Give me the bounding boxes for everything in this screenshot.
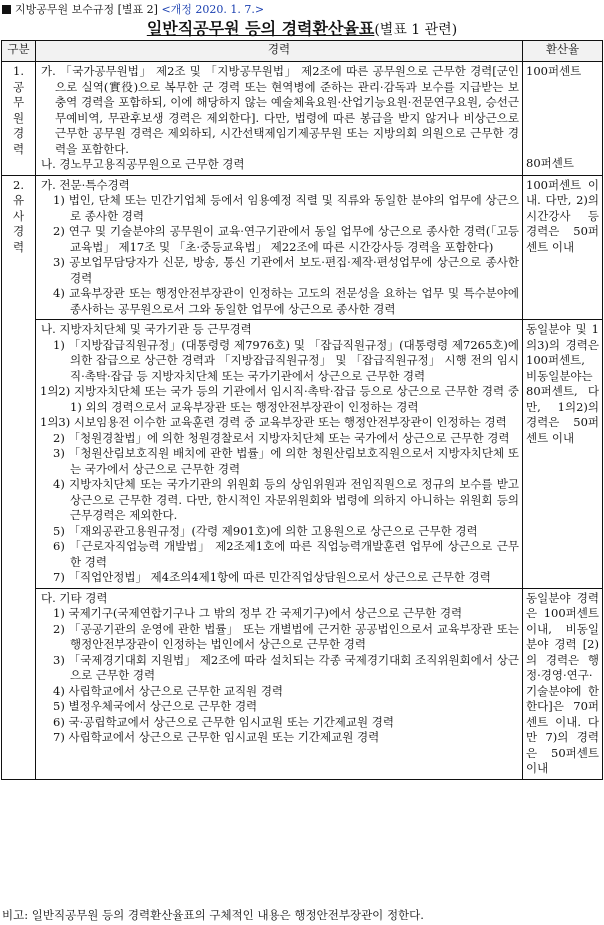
- group-b-item: 1의3) 시보임용전 이수한 교육훈련 경력 중 교육부장관 또는 행정안전부장관이 인정하는 경력: [40, 415, 507, 429]
- group-b-item: 7) 「직업안정법」 제4조의4제1항에 따른 민간직업상담원으로서 상근으로 근무한 경력: [53, 570, 491, 584]
- section-1-item-a: 가. 「국가공무원법」 제2조 및 「지방공무원법」 제2조에 따른 공무원으로 근무한 경력[군인으로 실역(實役)으로 복무한 군 경력 또는 현역병에 준하는 관리·감독과 보수를 지급받는 보충역 경력을 포함하되, 이에 해당하지 않는 예술체육요원·산업기능요원·전문연구요원, 승선근무예비역, 무관후보생 경력은 제외한다]. 다만, 법령에 따른 봉급을 받지 않거나 비상근으로 근무한 공무원 경력은 제외하되, 시간선택제임기제공무원 또는 지방의회 의원으로 근무한 경력을 포함한다.: [41, 64, 519, 156]
- section-1-rate-b: 80퍼센트: [526, 156, 574, 170]
- section-1-item-b: 나. 경노무고용직공무원으로 근무한 경력: [41, 157, 245, 171]
- section-1-rate-cell: [523, 62, 603, 176]
- group-c-item: 3) 「국제경기대회 지원법」 제2조에 따라 설치되는 각종 국제경기대회 조직위원회에서 상근으로 근무한 경력: [53, 652, 519, 682]
- section-2-name: 유사경력: [12, 193, 25, 254]
- group-a-item: 1) 법인, 단체 또는 민간기업체 등에서 임용예정 직렬 및 직류와 동일한 분야의 업무에 상근으로 종사한 경력: [53, 193, 519, 223]
- group-c-item: 2) 「공공기관의 운영에 관한 법률」 또는 개별법에 근거한 공공법인으로서 교육부장관 또는 행정안전부장관이 인정하는 법인에서 상근으로 근무한 경력: [53, 621, 519, 651]
- group-b-item: 3) 「청원산림보호직원 배치에 관한 법률」에 의한 청원산림보호직원으로서 지방자치단체 또는 국가에서 상근으로 근무한 경력: [53, 446, 519, 476]
- group-c-content: [36, 588, 523, 779]
- col-rate: 환산율: [523, 41, 603, 62]
- group-a-item: 4) 교육부장관 또는 행정안전부장관이 인정하는 고도의 전문성을 요하는 업무 및 특수분야에 종사하는 공무원으로서 그와 동일한 업무에 상근으로 종사한 경력: [53, 286, 519, 316]
- group-b-item: 5) 「재외공관고용원규정」(각령 제901호)에 의한 고용원으로 상근으로 근무한 경력: [53, 523, 478, 538]
- col-category: 구분: [2, 41, 36, 62]
- section-2b-row: [2, 320, 603, 589]
- col-career: 경력: [36, 41, 523, 62]
- group-a-item: 2) 연구 및 기술분야의 공무원이 교육·연구기관에서 동일 업무에 상근으로 종사한 경력(「고등교육법」 제17조 및 「초·중등교육법」 제22조에 따른 시간강사등 경력을 포함한다): [53, 224, 519, 254]
- section-1-label-cell: [2, 62, 36, 176]
- group-b-item: 4) 지방자치단체 또는 국가기관의 위원회 등의 상임위원과 전임직원으로 정규의 보수를 받고 상근으로 근무한 경력. 다만, 한시적인 자문위원회와 법령에 의하지 아니하는 위원회 등의 근무경력은 제외한다.: [53, 477, 519, 522]
- square-bullet-icon: [2, 5, 11, 14]
- group-b-content: [36, 320, 523, 589]
- section-2-number: 2.: [13, 177, 24, 192]
- group-a-item: 3) 공보업무담당자가 신문, 방송, 통신 기관에서 보도·편집·제작·편성업무에 상근으로 종사한 경력: [53, 255, 519, 285]
- table-header-row: [2, 41, 603, 62]
- group-b-rate: 동일분야 및 1의3)의 경력은 100퍼센트, 비동일분야는 80퍼센트, 다만, 1의2)의 경력은 50퍼센트 이내: [523, 320, 603, 589]
- group-b-item: 2) 「청원경찰법」에 의한 청원경찰로서 지방자치단체 또는 국가에서 상근으로 근무한 경력: [53, 430, 510, 445]
- group-c-item: 6) 국·공립학교에서 상근으로 근무한 임시교원 또는 기간제교원 경력: [53, 714, 394, 729]
- title-sub: (별표 1 관련): [374, 22, 458, 38]
- title-main: 일반직공무원 등의 경력환산율표: [146, 19, 375, 38]
- header-prefix: 지방공무원 보수규정 [별표 2]: [15, 3, 158, 16]
- group-c-item: 1) 국제기구(국제연합기구나 그 밖의 정부 간 국제기구)에서 상근으로 근무한 경력: [53, 606, 463, 620]
- footnote: 비고: 일반직공무원 등의 경력환산율표의 구체적인 내용은 행정안전부장관이 정한다.: [2, 908, 424, 922]
- group-b-item: 1의2) 지방자치단체 또는 국가 등의 기관에서 임시직·촉탁·잡급 등으로 상근으로 근무한 경력 중 1) 외의 경력으로서 교육부장관 또는 행정안전부장관이 인정하는 경력: [40, 384, 519, 414]
- section-1-rate-a: 100퍼센트: [526, 64, 582, 78]
- group-c-rate: 동일분야 경력은 100퍼센트 이내, 비동일분야 경력 [2)의 경력은 행정·경영·연구·기술분야에 한한다]은 70퍼센트 이내. 다만 7)의 경력은 50퍼센트 이내: [523, 588, 603, 779]
- section-2a-row: [2, 175, 603, 320]
- career-conversion-table: [1, 40, 603, 780]
- section-2c-row: [2, 588, 603, 779]
- group-c-item: 4) 사립학교에서 상근으로 근무한 교직원 경력: [53, 683, 284, 698]
- group-a-rate: 100퍼센트 이내. 다만, 2)의 시간강사 등 경력은 50퍼센트 이내: [523, 175, 603, 320]
- revision-date: <개정 2020. 1. 7.>: [161, 3, 265, 16]
- section-2-label-cell: [2, 175, 36, 779]
- group-b-item: 6) 「근로자직업능력 개발법」 제2조제1호에 따른 직업능력개발훈련 업무에 상근으로 근무한 경력: [53, 539, 519, 569]
- group-b-head: 나. 지방자치단체 및 국가기관 등 근무경력: [41, 322, 252, 336]
- group-c-item: 5) 별정우체국에서 상근으로 근무한 경력: [53, 699, 258, 713]
- group-c-head: 다. 기타 경력: [41, 590, 108, 605]
- section-1-row: [2, 62, 603, 176]
- group-a-content: [36, 175, 523, 320]
- section-1-content: [36, 62, 523, 176]
- section-1-number: 1.: [13, 64, 24, 78]
- section-1-name: 공무원경력: [12, 79, 25, 156]
- document-header: [2, 1, 264, 17]
- group-b-item: 1) 「지방잡급직원규정」(대통령령 제7976호) 및 「잡급직원규정」(대통령령 제7265호)에 의한 잡급으로 상근한 경력과 「지방잡급직원규정」 및 「잡급직원규정」 시행 전의 임시직·촉탁·잡급 등 지방자치단체 또는 국가기관에서 상근으로 근무한 경력: [53, 337, 519, 383]
- group-a-head: 가. 전문·특수경력: [41, 177, 130, 192]
- page-title: [0, 16, 604, 39]
- group-c-item: 7) 사립학교에서 상근으로 근무한 임시교원 또는 기간제교원 경력: [53, 730, 380, 744]
